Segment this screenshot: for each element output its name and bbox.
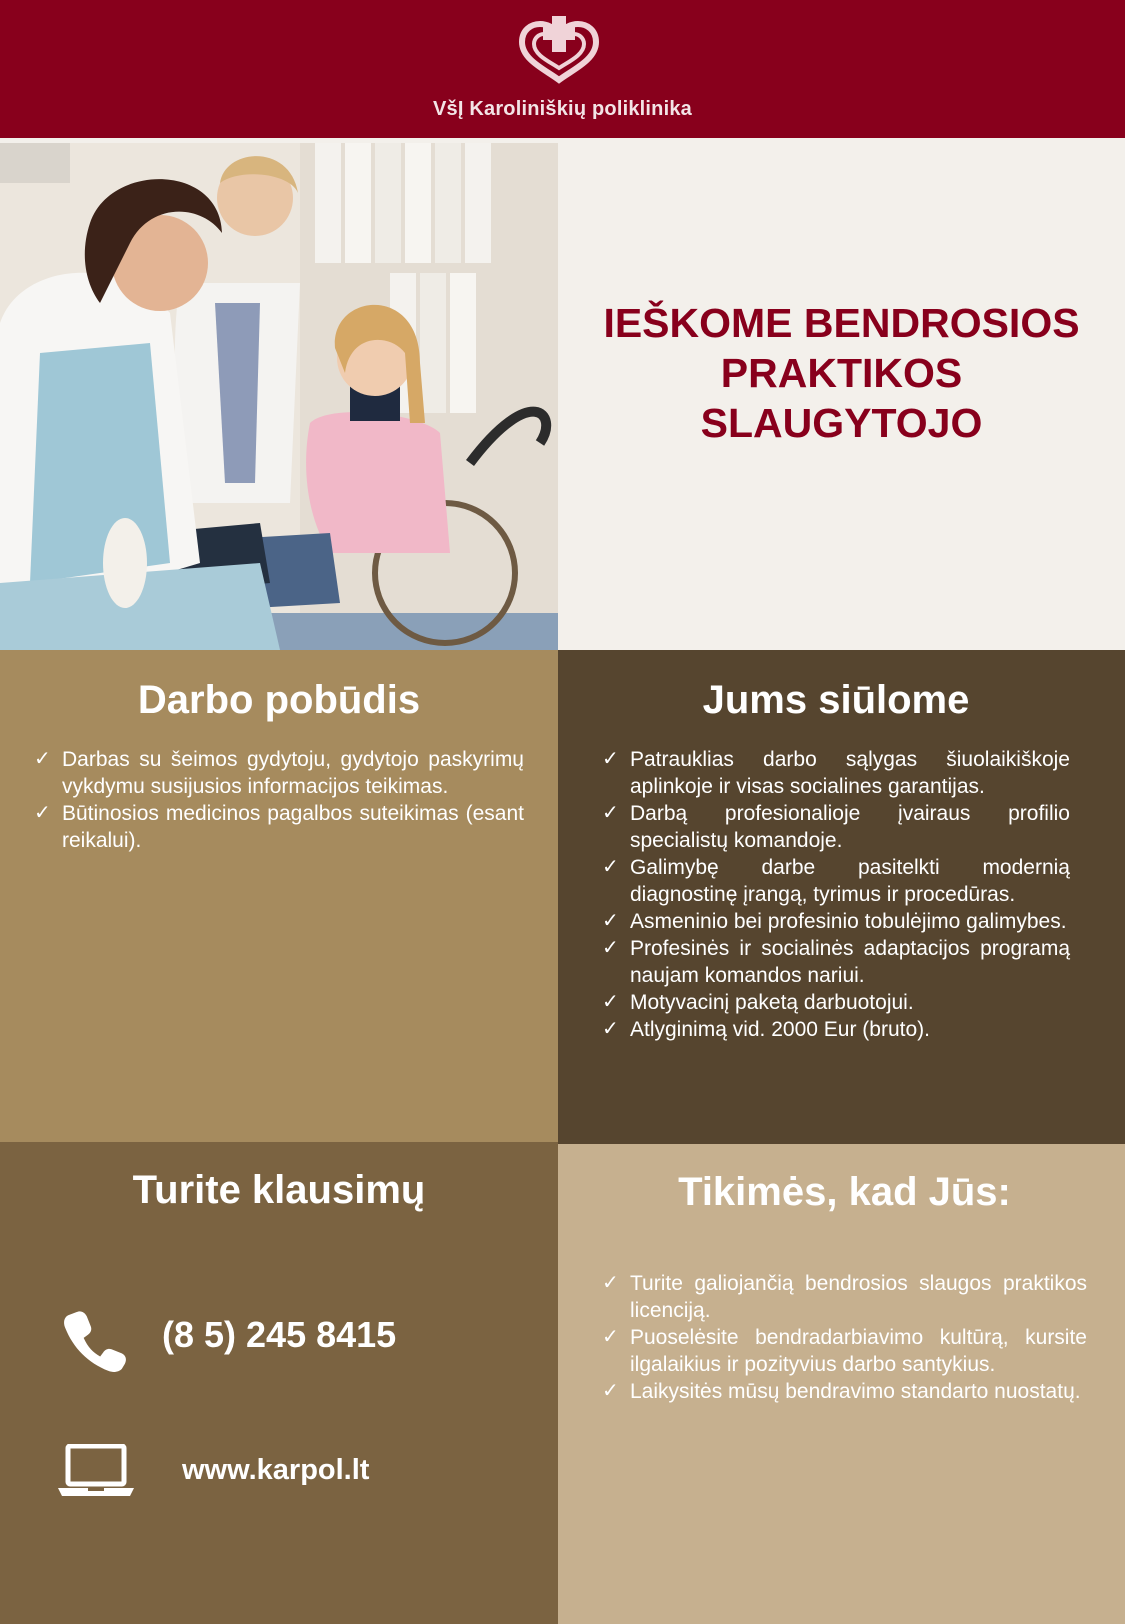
job-title-line: IEŠKOME BENDROSIOS bbox=[603, 300, 1080, 346]
list-item: ✓ Turite galiojančią bendrosios slaugos praktikos licenciją. bbox=[602, 1270, 1087, 1324]
job-title-line: PRAKTIKOS bbox=[720, 350, 963, 396]
photo-illustration bbox=[0, 143, 558, 650]
laptop-icon bbox=[58, 1444, 134, 1498]
expectations-section bbox=[558, 1144, 1125, 1624]
list-item: ✓ Būtinosios medicinos pagalbos suteikimas (esant reikalui). bbox=[34, 800, 524, 854]
job-nature-section bbox=[0, 650, 558, 1142]
expectations-list bbox=[602, 1270, 1087, 1405]
list-item: ✓ Patrauklias darbo sąlygas šiuolaikiškoje aplinkoje ir visas socialines garantijas. bbox=[602, 746, 1070, 800]
offer-list bbox=[602, 746, 1070, 1043]
job-title-line: SLAUGYTOJO bbox=[700, 400, 983, 446]
list-item: ✓ Laikysitės mūsų bendravimo standarto nuostatų. bbox=[602, 1378, 1087, 1405]
section-title: Tikimės, kad Jūs: bbox=[678, 1170, 1011, 1214]
contact-section bbox=[0, 1142, 558, 1624]
phone-icon bbox=[62, 1308, 128, 1374]
section-title: Darbo pobūdis bbox=[137, 678, 421, 722]
offer-section bbox=[558, 650, 1125, 1144]
website-link[interactable]: www.karpol.lt bbox=[182, 1454, 370, 1486]
list-item: ✓ Motyvacinį paketą darbuotojui. bbox=[602, 989, 1070, 1016]
section-title: Turite klausimų bbox=[132, 1168, 426, 1212]
list-item: ✓ Asmeninio bei profesinio tobulėjimo galimybes. bbox=[602, 908, 1070, 935]
list-item: ✓ Atlyginimą vid. 2000 Eur (bruto). bbox=[602, 1016, 1070, 1043]
list-item: ✓ Puoselėsite bendradarbiavimo kultūrą, kursite ilgalaikius ir pozityvius darbo santykius. bbox=[602, 1324, 1087, 1378]
doctor-patient-wheelchair-photo bbox=[0, 143, 558, 650]
list-item: ✓ Profesinės ir socialinės adaptacijos programą naujam komandos nariui. bbox=[602, 935, 1070, 989]
phone-number[interactable]: (8 5) 245 8415 bbox=[162, 1314, 397, 1355]
list-item: ✓ Darbą profesionalioje įvairaus profilio specialistų komandoje. bbox=[602, 800, 1070, 854]
list-item: ✓ Darbas su šeimos gydytoju, gydytojo paskyrimų vykdymu susijusios informacijos teikimas. bbox=[34, 746, 524, 800]
heart-cross-logo-icon bbox=[516, 14, 602, 86]
header-banner bbox=[0, 0, 1125, 138]
job-nature-list bbox=[34, 746, 524, 854]
job-title bbox=[558, 298, 1125, 448]
section-title: Jums siūlome bbox=[702, 678, 970, 722]
organization-name: VšĮ Karoliniškių poliklinika bbox=[432, 98, 692, 120]
job-title-panel bbox=[558, 138, 1125, 650]
list-item: ✓ Galimybę darbe pasitelkti modernią diagnostinę įrangą, tyrimus ir procedūras. bbox=[602, 854, 1070, 908]
